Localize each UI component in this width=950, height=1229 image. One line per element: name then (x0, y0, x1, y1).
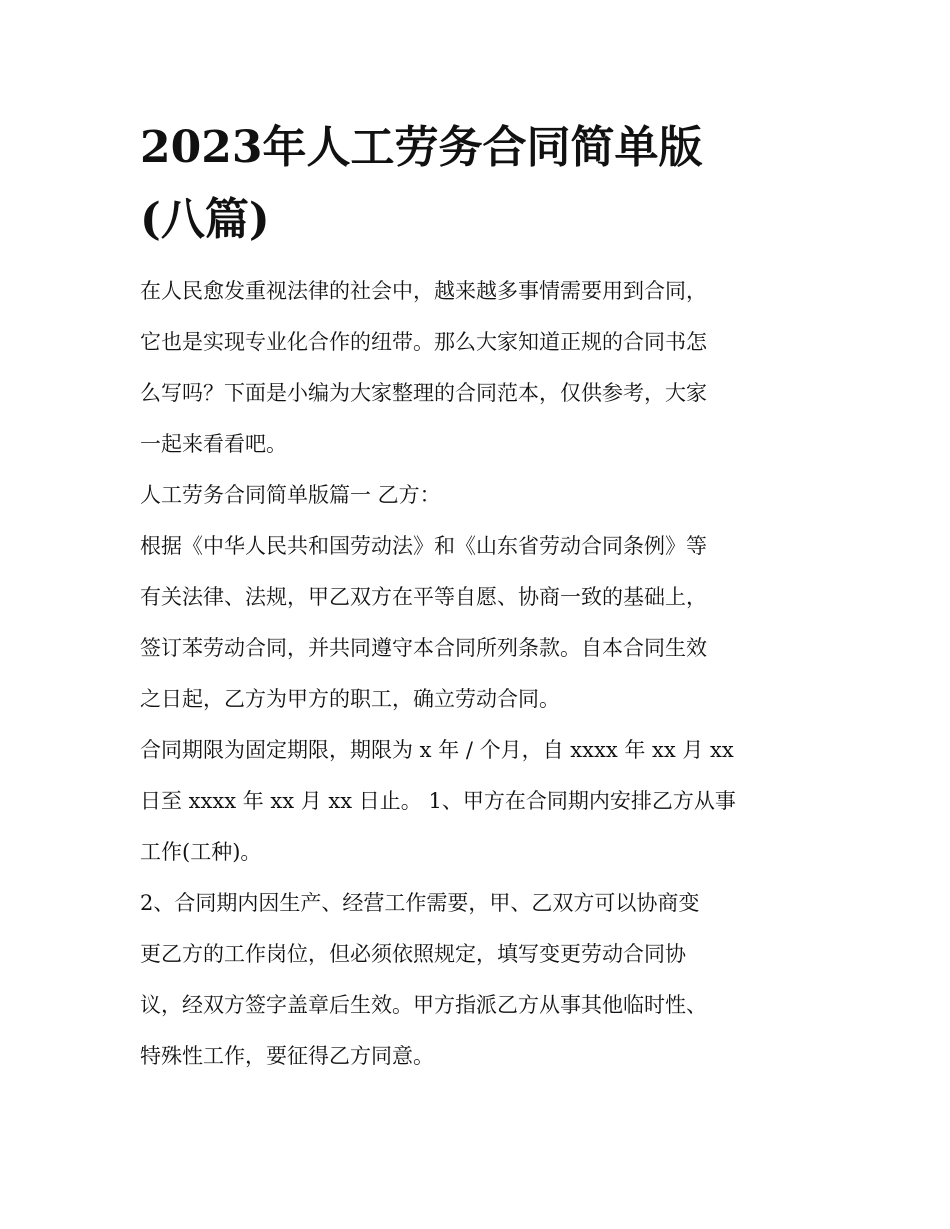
title-line: 2023年人工劳务合同简单版 (140, 122, 703, 173)
text-line: 工作(工种)。 (140, 840, 262, 864)
text-line: 根据《中华人民共和国劳动法》和《山东省劳动合同条例》等 (140, 534, 707, 558)
document-body (140, 112, 815, 1082)
title-line: (八篇) (140, 194, 270, 245)
basis-paragraph (140, 521, 815, 725)
section-heading-paragraph (140, 470, 815, 521)
text-line: 人工劳务合同简单版篇一 乙方： (140, 483, 441, 507)
intro-paragraph (140, 266, 815, 470)
text-line: 更乙方的工作岗位，但必须依照规定，填写变更劳动合同协 (140, 942, 686, 966)
term-paragraph (140, 725, 815, 878)
text-line: 2、合同期内因生产、经营工作需要，甲、乙双方可以协商变 (140, 891, 700, 915)
text-line: 特殊性工作，要征得乙方同意。 (140, 1044, 434, 1068)
text-line: 一起来看看吧。 (140, 432, 287, 456)
text-line: 合同期限为固定期限，期限为 x 年 / 个月，自 xxxx 年 xx 月 xx (140, 738, 734, 762)
text-line: 它也是实现专业化合作的纽带。那么大家知道正规的合同书怎 (140, 330, 707, 354)
clause-2-paragraph (140, 878, 815, 1082)
text-line: 议，经双方签字盖章后生效。甲方指派乙方从事其他临时性、 (140, 993, 707, 1017)
document-title (140, 112, 815, 256)
text-line: 签订苯劳动合同，并共同遵守本合同所列条款。自本合同生效 (140, 636, 707, 660)
text-line: 在人民愈发重视法律的社会中，越来越多事情需要用到合同， (140, 279, 707, 303)
text-line: 日至 xxxx 年 xx 月 xx 日止。 1、甲方在合同期内安排乙方从事 (140, 789, 736, 813)
text-line: 有关法律、法规，甲乙双方在平等自愿、协商一致的基础上， (140, 585, 707, 609)
text-line: 么写吗？下面是小编为大家整理的合同范本，仅供参考，大家 (140, 381, 707, 405)
text-line: 之日起，乙方为甲方的职工，确立劳动合同。 (140, 687, 560, 711)
